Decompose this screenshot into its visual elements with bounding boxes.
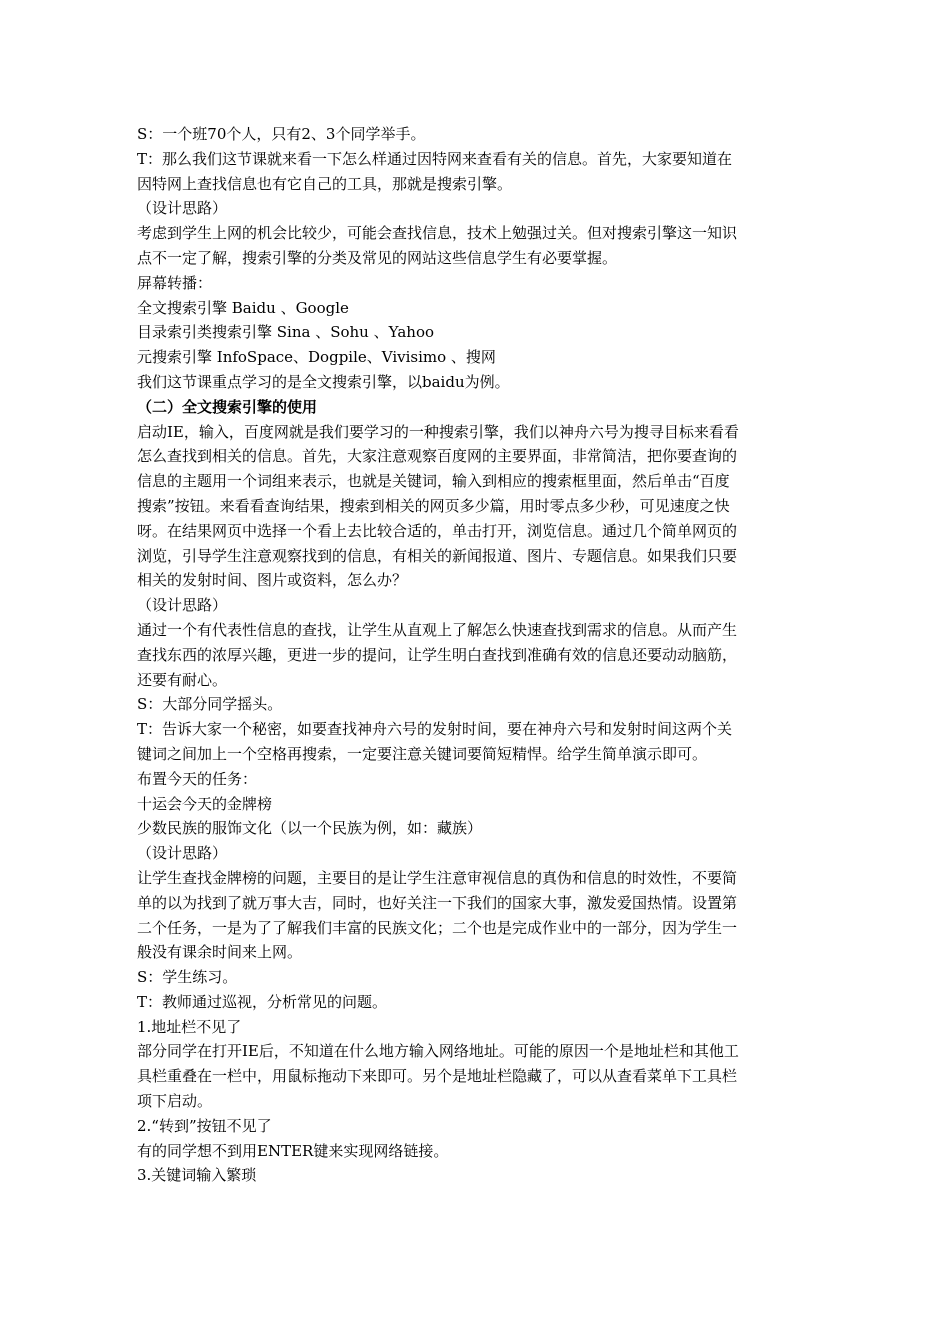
text-line: 怎么查找到相关的信息。首先，大家注意观察百度网的主要界面，非常简洁，把你要查询的 [137,447,738,466]
text-line: 全文搜索引擎 Baidu 、Google [137,298,349,317]
text-line: S：一个班70个人，只有2、3个同学举手。 [137,125,426,143]
text-line: 二个任务，一是为了了解我们丰富的民族文化；二个也是完成作业中的一部分，因为学生一 [137,918,738,937]
text-line: T：告诉大家一个秘密，如要查找神舟六号的发射时间，要在神舟六号和发射时间这两个关 [137,720,733,739]
text-line: S：大部分同学摇头。 [137,695,283,714]
text-line: 有的同学想不到用ENTER键来实现网络链接。 [137,1141,449,1160]
text-line: T：那么我们这节课就来看一下怎么样通过因特网来查看有关的信息。首先，大家要知道在 [137,149,733,168]
text-line: 点不一定了解，搜索引擎的分类及常见的网站这些信息学生有必要掌握。 [137,248,618,267]
text-line: 2.“转到”按钮不见了 [137,1116,272,1135]
text-line: 信息的主题用一个词组来表示，也就是关键词，输入到相应的搜索框里面，然后单击“百度 [137,472,730,491]
text-line: S：学生练习。 [137,968,238,987]
text-line: 项下启动。 [137,1092,213,1111]
text-line: 部分同学在打开IE后，不知道在什么地方输入网络地址。可能的原因一个是地址栏和其他工 [137,1042,739,1061]
text-line: 般没有课余时间来上网。 [137,943,303,962]
text-line: 具栏重叠在一栏中，用鼠标拖动下来即可。另个是地址栏隐藏了，可以从查看菜单下工具栏 [137,1067,738,1086]
text-line: 启动IE，输入，百度网就是我们要学习的一种搜索引擎，我们以神舟六号为搜寻目标来看看 [137,422,739,441]
text-line: 键词之间加上一个空格再搜索，一定要注意关键词要简短精悍。给学生简单演示即可。 [137,744,708,763]
text-line: 目录索引类搜索引擎 Sina 、Sohu 、Yahoo [137,323,435,342]
text-line: 十运会今天的金牌榜 [137,794,273,813]
text-line: 还要有耐心。 [137,670,228,689]
text-line: 少数民族的服饰文化（以一个民族为例，如：藏族） [137,819,483,838]
text-line: 浏览，引导学生注意观察找到的信息，有相关的新闻报道、图片、专题信息。如果我们只要 [137,546,738,565]
text-line: 让学生查找金牌榜的问题，主要目的是让学生注意审视信息的真伪和信息的时效性，不要简 [137,868,738,887]
text-line: 单的以为找到了就万事大吉，同时，也好关注一下我们的国家大事，激发爱国热情。设置第 [137,893,738,912]
text-line: 搜索”按钮。来看看查询结果，搜索到相关的网页多少篇，用时零点多少秒，可见速度之快 [137,496,730,515]
text-line: 屏幕转播： [137,273,213,292]
text-line: （设计思路） [137,844,228,863]
text-line: 布置今天的任务： [137,769,258,788]
text-line: 元搜索引擎 InfoSpace、Dogpile、Vivisimo 、搜网 [137,348,496,367]
text-line: 相关的发射时间、图片或资料，怎么办？ [137,571,408,590]
text-line: 1.地址栏不见了 [137,1017,242,1036]
text-line: 通过一个有代表性信息的查找，让学生从直观上了解怎么快速查找到需求的信息。从而产生 [137,620,738,639]
document-body [137,122,817,1188]
text-line: （设计思路） [137,199,228,218]
text-line: 3.关键词输入繁琐 [137,1166,257,1185]
text-line: 查找东西的浓厚兴趣，更进一步的提问，让学生明白查找到准确有效的信息还要动动脑筋， [137,645,738,664]
text-line: （设计思路） [137,596,228,615]
section-heading: （二）全文搜索引擎的使用 [137,397,318,416]
text-line: 因特网上查找信息也有它自己的工具，那就是搜索引擎。 [137,174,513,193]
text-line: 考虑到学生上网的机会比较少，可能会查找信息，技术上勉强过关。但对搜索引擎这一知识 [137,224,738,243]
text-line: T：教师通过巡视，分析常见的问题。 [137,992,388,1011]
text-line: 呀。在结果网页中选择一个看上去比较合适的，单击打开，浏览信息。通过几个简单网页的 [137,521,738,540]
text-line: 我们这节课重点学习的是全文搜索引擎，以baidu为例。 [137,372,510,391]
